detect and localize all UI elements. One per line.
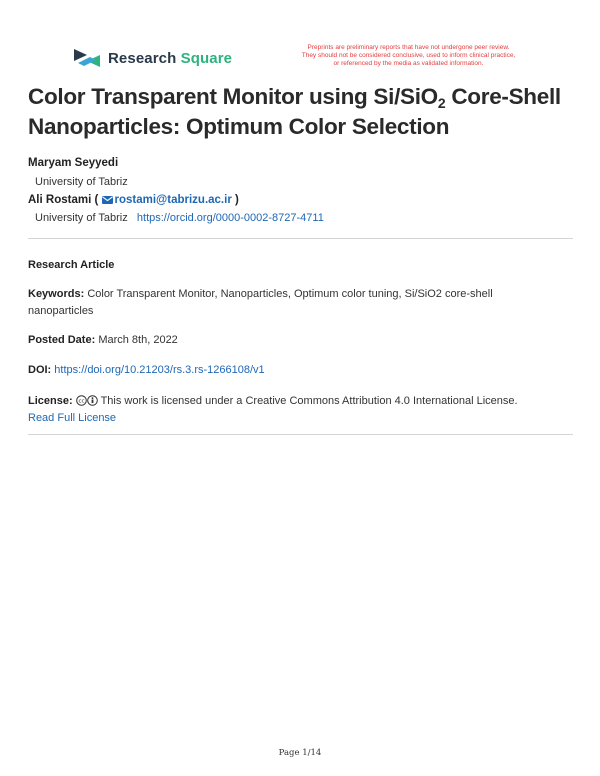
author-affiliation: University of Tabriz xyxy=(35,176,128,188)
posted-date-label: Posted Date: xyxy=(28,334,96,346)
logo-text xyxy=(108,50,232,67)
doi-link[interactable]: https://doi.org/10.21203/rs.3.rs-1266108/v1 xyxy=(54,364,265,376)
author-affiliation-row xyxy=(35,212,324,224)
posted-date-field xyxy=(28,332,558,349)
doi-label: DOI: xyxy=(28,364,52,376)
author-name: Maryam Seyyedi xyxy=(28,157,119,169)
disclaimer-line: or referenced by the media as validated information. xyxy=(333,60,484,67)
license-field xyxy=(28,393,558,427)
attribution-icon xyxy=(87,395,98,406)
author-affiliation: University of Tabriz xyxy=(35,212,128,224)
keywords-field xyxy=(28,286,558,320)
keywords-value: Color Transparent Monitor, Nanoparticles, Optimum color tuning, Si/SiO2 core-shell nanoparticles xyxy=(28,288,493,317)
disclaimer-line: They should not be considered conclusive, used to inform clinical practice, xyxy=(301,52,516,59)
research-square-logo-icon xyxy=(74,47,100,69)
posted-date-value: March 8th, 2022 xyxy=(98,334,178,346)
title-subscript: 2 xyxy=(437,95,446,111)
creative-commons-icon xyxy=(76,395,87,406)
page-number: Page 1/14 xyxy=(278,748,322,758)
license-text: This work is licensed under a Creative Commons Attribution 4.0 International License. xyxy=(100,395,518,407)
orcid-link[interactable]: https://orcid.org/0000-0002-8727-4711 xyxy=(136,212,324,224)
title-part-1: Color Transparent Monitor using Si/SiO xyxy=(28,84,438,109)
envelope-icon xyxy=(102,196,113,204)
doi-field xyxy=(28,362,558,379)
divider xyxy=(28,434,573,435)
divider xyxy=(28,238,573,239)
logo-word-research: Research xyxy=(108,49,177,67)
disclaimer-line: Preprints are preliminary reports that have not undergone peer review. xyxy=(307,44,510,51)
logo-word-square: Square xyxy=(180,49,233,67)
author-email: rostami@tabrizu.ac.ir xyxy=(114,194,232,206)
title-part-2: Core-Shell Nanoparticles: Optimum Color Selection xyxy=(28,84,561,139)
article-type xyxy=(28,257,558,274)
license-label: License: xyxy=(28,395,73,407)
keywords-label: Keywords: xyxy=(28,288,85,300)
article-type-label: Research Article xyxy=(28,259,115,271)
author-name: Ali Rostami xyxy=(28,194,92,206)
author-email-link[interactable] xyxy=(102,194,232,206)
paper-title xyxy=(28,82,578,142)
preprint-disclaimer xyxy=(266,44,551,68)
research-square-logo[interactable] xyxy=(74,47,232,69)
read-full-license-link[interactable]: Read Full License xyxy=(28,412,117,424)
author-entry: Ali Rostami ( rostami@tabrizu.ac.ir ) xyxy=(28,194,239,206)
svg-text:cc: cc xyxy=(78,398,85,405)
